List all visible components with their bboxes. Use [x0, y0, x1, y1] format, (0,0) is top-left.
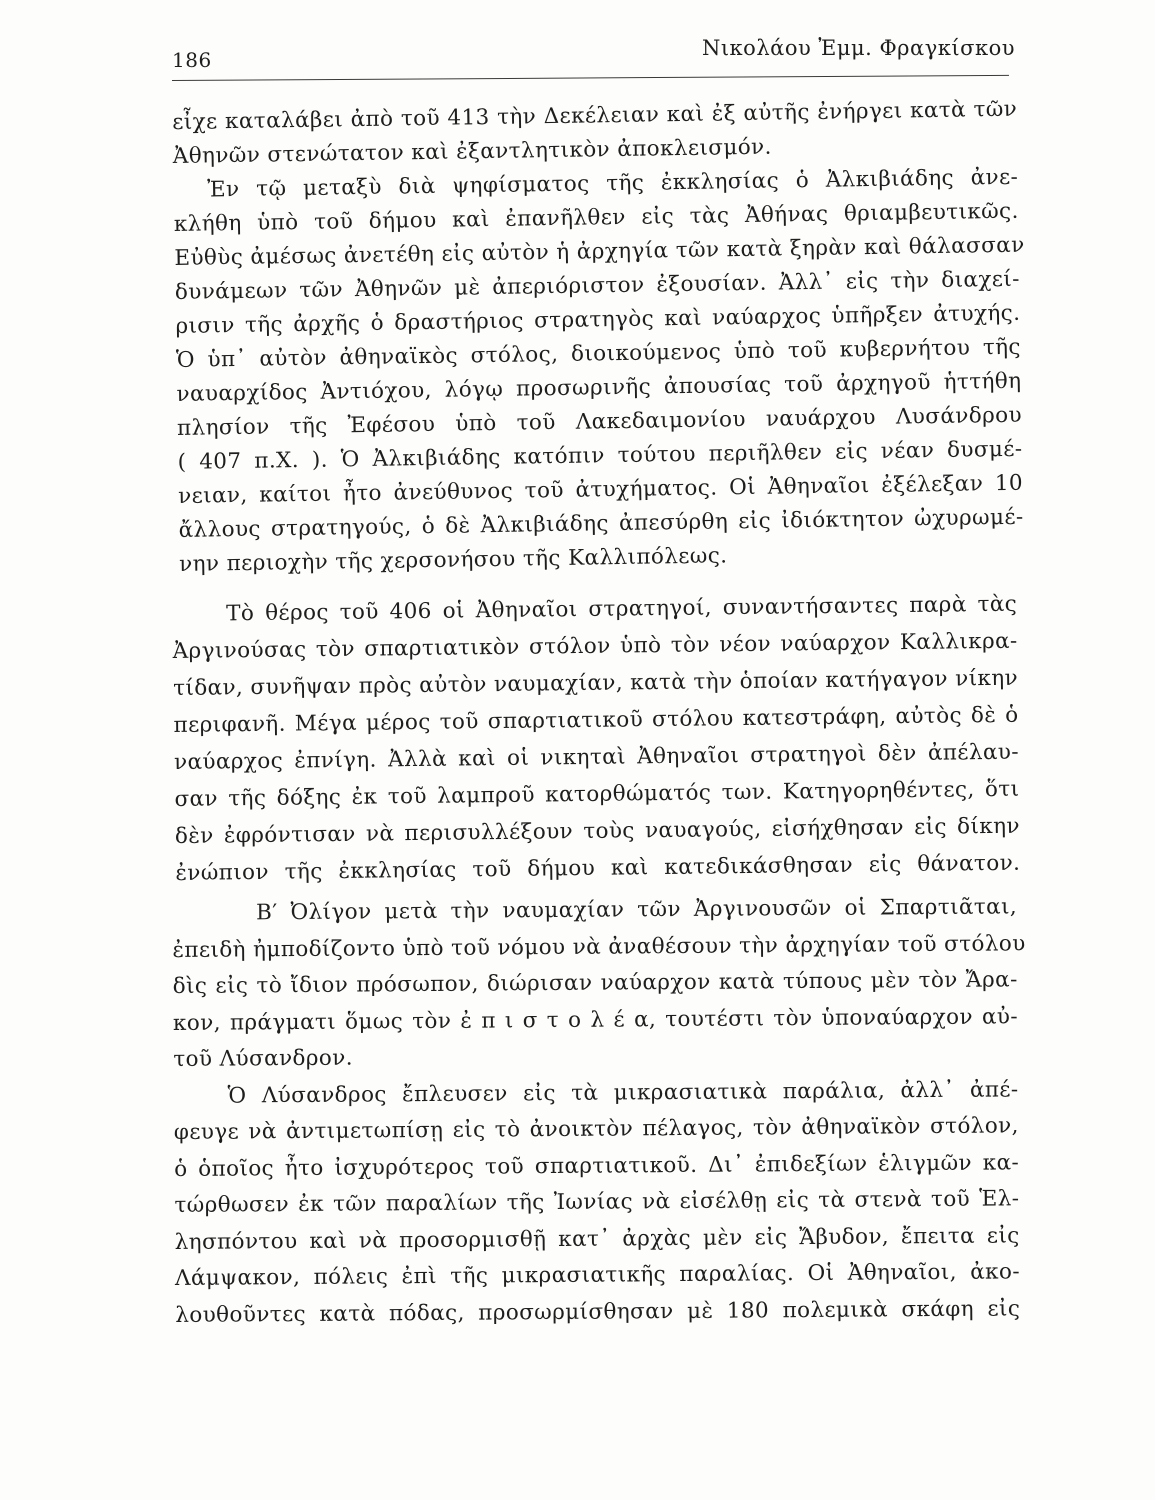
text-line: ναύαρχος ἐπνίγη. Ἀλλὰ καὶ οἱ νικηταὶ Ἀθηναῖοι στρατηγοὶ δὲν ἀπέλαυ- — [173, 739, 1020, 775]
text-line: τοῦ Λύσανδρον. — [173, 1045, 354, 1072]
text-line: Ὁ ὑπ᾽ αὐτὸν ἀθηναϊκὸς στόλος, διοικούμενος ὑπὸ τοῦ κυβερνήτου τῆς — [175, 334, 1022, 373]
text-line: λουθοῦντες κατὰ πόδας, προσωρμίσθησαν μὲ 180 πολεμικὰ σκάφη εἰς — [175, 1295, 1021, 1328]
paragraph-group-3 — [172, 889, 1026, 1334]
text-line: φευγε νὰ ἀντιμετωπίσῃ εἰς τὸ ἀνοικτὸν πέλαγος, τὸν ἀθηναϊκὸν στόλον, — [173, 1113, 1019, 1145]
text-line: Τὸ θέρος τοῦ 406 οἱ Ἀθηναῖοι στρατηγοί, συναντήσαντες παρὰ τὰς — [226, 591, 1018, 627]
text-line: Ἀθηνῶν στενώτατον καὶ ἐξαντλητικὸν ἀποκλεισμόν. — [172, 134, 772, 169]
text-line: δὲν ἐφρόντισαν νὰ περισυλλέξουν τοὺς ναυαγούς, εἰσήχθησαν εἰς δίκην — [174, 813, 1021, 849]
paragraph-group-2 — [172, 586, 1021, 892]
text-line: κλήθη ὑπὸ τοῦ δήμου καὶ ἐπανῆλθεν εἰς τὰς Ἀθήνας θριαμβευτικῶς. — [173, 198, 1019, 237]
text-line: σαν τῆς δόξης ἐκ τοῦ λαμπροῦ κατορθώματός των. Κατηγορηθέντες, ὅτι — [174, 776, 1020, 812]
text-line: Εὐθὺς ἀμέσως ἀνετέθη εἰς αὐτὸν ἡ ἀρχηγία τῶν κατὰ ξηρὰν καὶ θάλασσαν — [174, 232, 1025, 271]
page-number: 186 — [172, 48, 212, 72]
text-line: ἄλλους στρατηγούς, ὁ δὲ Ἀλκιβιάδης ἀπεσύρθη εἰς ἰδιόκτητον ὠχυρωμέ- — [178, 504, 1024, 543]
text-line: πλησίον τῆς Ἐφέσου ὑπὸ τοῦ Λακεδαιμονίου ναυάρχου Λυσάνδρου — [176, 402, 1023, 441]
section-heading-line: Β′ Ὀλίγον μετὰ τὴν ναυμαχίαν τῶν Ἀργινουσῶν οἱ Σπαρτιᾶται, — [256, 894, 1018, 926]
text-line: λησπόντου καὶ νὰ προσορμισθῇ κατ᾽ ἀρχὰς μὲν εἰς Ἄβυδον, ἔπειτα εἰς — [174, 1222, 1020, 1255]
text-line: Λάμψακον, πόλεις ἐπὶ τῆς μικρασιατικῆς παραλίας. Οἱ Ἀθηναῖοι, ἀκο- — [174, 1259, 1021, 1291]
text-line: ( 407 π.Χ. ). Ὁ Ἀλκιβιάδης κατόπιν τούτου περιῆλθεν εἰς νέαν δυσμέ- — [177, 436, 1023, 475]
text-line: εἶχε καταλάβει ἀπὸ τοῦ 413 τὴν Δεκέλειαν καὶ ἐξ αὐτῆς ἐνήργει κατὰ τῶν — [172, 96, 1018, 135]
text-line: Ἐν τῷ μεταξὺ διὰ ψηφίσματος τῆς ἐκκλησίας ὁ Ἀλκιβιάδης ἀνε- — [207, 164, 1019, 203]
text-line: δυνάμεων τῶν Ἀθηνῶν μὲ ἀπεριόριστον ἐξουσίαν. Ἀλλ᾽ εἰς τὴν διαχεί- — [174, 266, 1021, 305]
text-line: ναυαρχίδος Ἀντιόχου, λόγῳ προσωρινῆς ἀπουσίας τοῦ ἀρχηγοῦ ἡττήθη — [176, 368, 1022, 407]
text-line: Ὁ Λύσανδρος ἔπλευσεν εἰς τὰ μικρασιατικὰ παράλια, ἀλλ᾽ ἀπέ- — [227, 1076, 1019, 1109]
text-line: νειαν, καίτοι ἦτο ἀνεύθυνος τοῦ ἀτυχήματος. Οἱ Ἀθηναῖοι ἐξέλεξαν 10 — [177, 470, 1024, 509]
text-line: τώρθωσεν ἐκ τῶν παραλίων τῆς Ἰωνίας νὰ εἰσέλθῃ εἰς τὰ στενὰ τοῦ Ἑλ- — [174, 1186, 1020, 1218]
running-head: Νικολάου Ἐμμ. Φραγκίσκου — [701, 36, 1015, 60]
text-line: ἐπειδὴ ἠμποδίζοντο ὑπὸ τοῦ νόμου νὰ ἀναθέσουν τὴν ἀρχηγίαν τοῦ στόλου — [172, 930, 1026, 963]
text-line: ρισιν τῆς ἀρχῆς ὁ δραστήριος στρατηγὸς καὶ ναύαρχος ὑπῆρξεν ἀτυχής. — [175, 300, 1021, 339]
text-line: δὶς εἰς τὸ ἴδιον πρόσωπον, διώρισαν ναύαρχον κατὰ τύπους μὲν τὸν Ἄρα- — [172, 967, 1018, 999]
text-line: ὁ ὁποῖος ἦτο ἰσχυρότερος τοῦ σπαρτιατικοῦ. Δι᾽ ἐπιδεξίων ἑλιγμῶν κα- — [174, 1149, 1020, 1182]
paragraph-group-1 — [172, 93, 1024, 582]
text-line: Ἀργινούσας τὸν σπαρτιατικὸν στόλον ὑπὸ τὸν νέον ναύαρχον Καλλικρα- — [172, 628, 1018, 664]
text-line: περιφανῆ. Μέγα μέρος τοῦ σπαρτιατικοῦ στόλου κατεστράφη, αὐτὸς δὲ ὁ — [173, 702, 1019, 738]
text-line: ἐνώπιον τῆς ἐκκλησίας τοῦ δήμου καὶ κατεδικάσθησαν εἰς θάνατον. — [175, 850, 1021, 886]
text-line: τίδαν, συνῆψαν πρὸς αὐτὸν ναυμαχίαν, κατὰ τὴν ὁποίαν κατήγαγον νίκην — [172, 665, 1019, 701]
text-line: νην περιοχὴν τῆς χερσονήσου τῆς Καλλιπόλεως. — [179, 543, 728, 577]
text-line: κον, πράγματι ὅμως τὸν ἐ π ι σ τ ο λ έ α, τουτέστι τὸν ὑποναύαρχον αὐ- — [172, 1003, 1019, 1036]
